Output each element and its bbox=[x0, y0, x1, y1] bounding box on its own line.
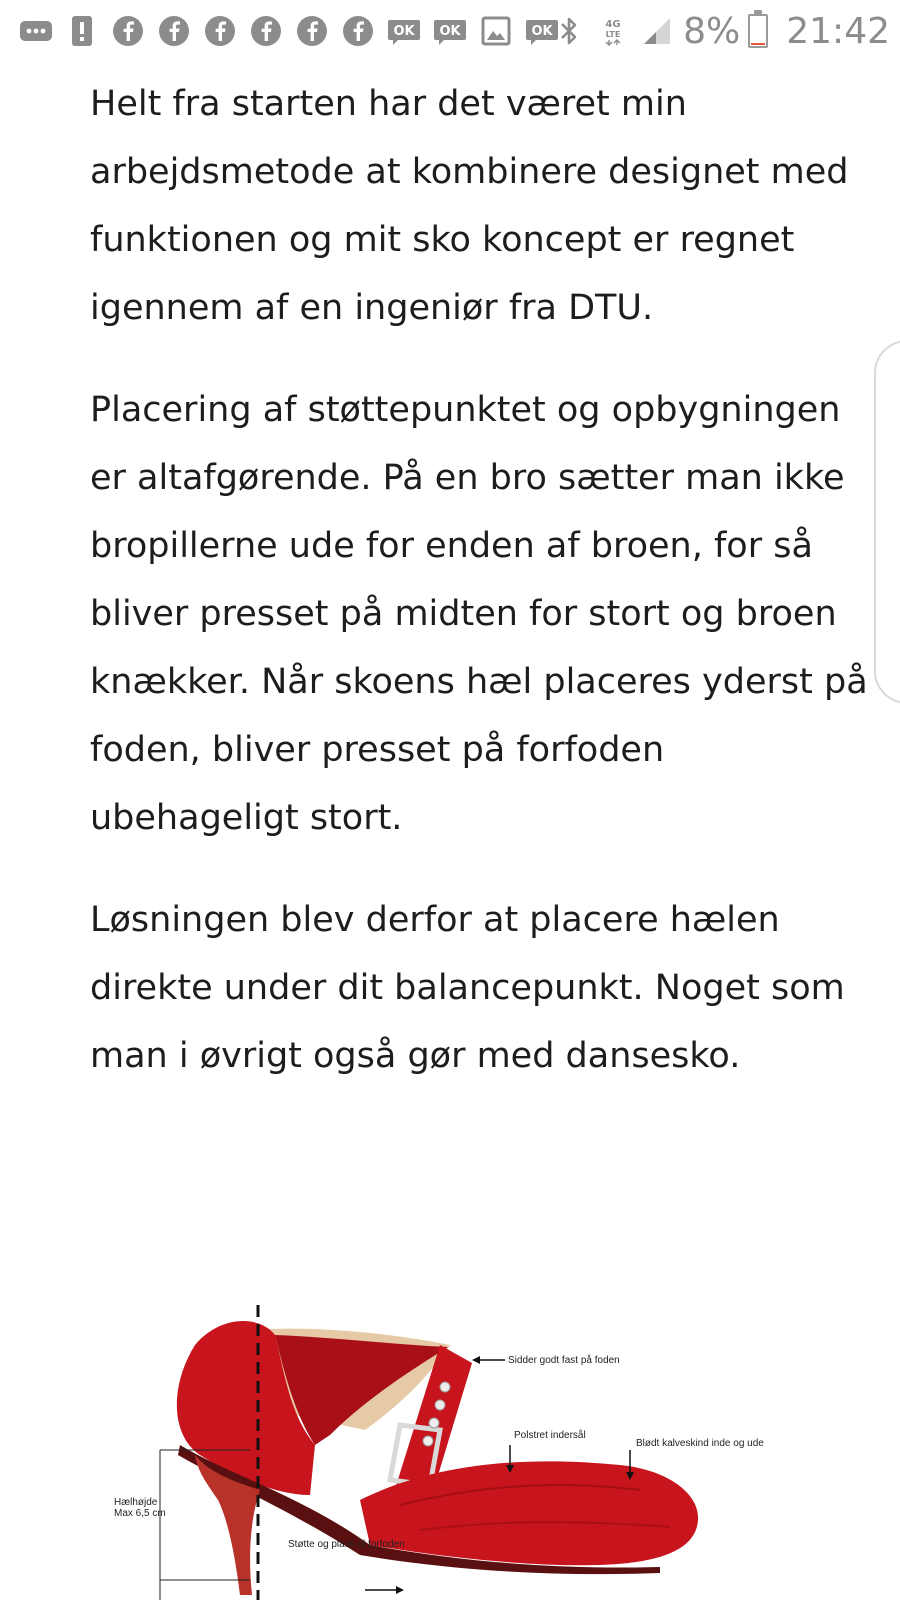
label-strap: Sidder godt fast på foden bbox=[508, 1355, 620, 1366]
clock: 21:42 bbox=[786, 10, 890, 52]
svg-text:4G: 4G bbox=[605, 19, 621, 30]
ok-icon bbox=[432, 13, 468, 49]
more-icon bbox=[18, 13, 54, 49]
label-forefoot: Støtte og plads til forfoden bbox=[288, 1539, 405, 1550]
facebook-icon bbox=[248, 13, 284, 49]
image-icon bbox=[478, 13, 514, 49]
facebook-icon bbox=[340, 13, 376, 49]
alert-icon bbox=[64, 13, 100, 49]
label-heel-height-line1: Hælhøjde bbox=[114, 1497, 158, 1508]
svg-text:LTE: LTE bbox=[605, 30, 621, 39]
status-bar bbox=[0, 0, 900, 62]
svg-text:OK: OK bbox=[393, 24, 415, 39]
svg-text:OK: OK bbox=[531, 24, 553, 39]
signal-icon bbox=[639, 13, 675, 49]
paragraph: Løsningen blev derfor at placere hælen direkte under dit balancepunkt. Noget som man i øvrigt også gør med dansesko. bbox=[90, 900, 845, 1076]
4g-lte-icon bbox=[595, 13, 631, 49]
facebook-icon bbox=[202, 13, 238, 49]
shoe-diagram bbox=[100, 1305, 800, 1600]
notification-icons bbox=[18, 13, 560, 49]
article-body bbox=[90, 70, 870, 1124]
svg-text:OK: OK bbox=[439, 24, 461, 39]
label-insole: Polstret indersål bbox=[514, 1430, 586, 1441]
bluetooth-icon bbox=[551, 13, 587, 49]
label-leather: Blødt kalveskind inde og ude bbox=[636, 1438, 764, 1449]
shoe-illustration bbox=[100, 1305, 800, 1600]
battery-percent: 8% bbox=[683, 10, 741, 52]
facebook-icon bbox=[294, 13, 330, 49]
label-heel-height-line2: Max 6,5 cm bbox=[114, 1508, 166, 1519]
ok-icon bbox=[386, 13, 422, 49]
battery-level bbox=[751, 43, 765, 45]
facebook-icon bbox=[156, 13, 192, 49]
paragraph: Placering af støttepunktet og opbygningen er altafgørende. På en bro sætter man ikke bropillerne ude for enden af broen, for så bliver presset på midten for stort og broen knækker. Når skoens hæl placeres yderst på foden, bliver presset på forfoden ubehageligt stort. bbox=[90, 390, 868, 838]
system-status bbox=[551, 0, 890, 62]
edge-panel-handle[interactable] bbox=[874, 340, 900, 704]
facebook-icon bbox=[110, 13, 146, 49]
label-heel-height bbox=[114, 1497, 166, 1519]
battery-icon bbox=[748, 14, 768, 48]
paragraph: Helt fra starten har det været min arbejdsmetode at kombinere designet med funktionen og mit sko koncept er regnet igennem af en ingeniør fra DTU. bbox=[90, 84, 849, 328]
